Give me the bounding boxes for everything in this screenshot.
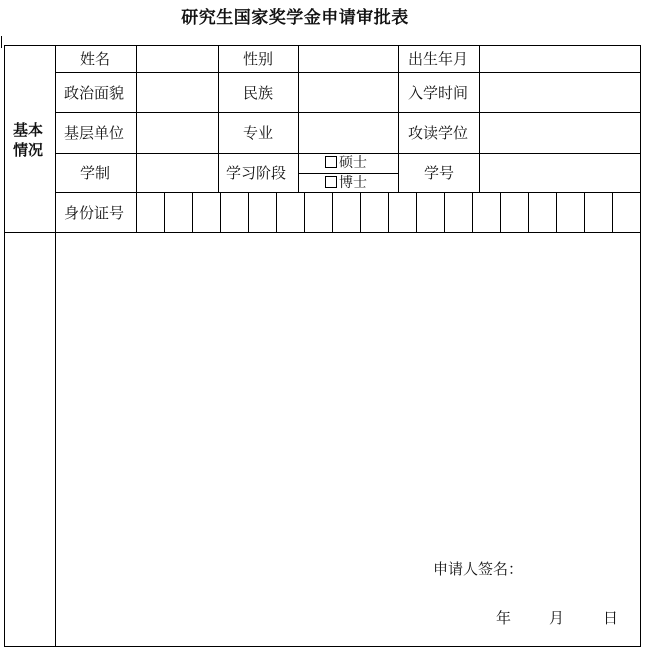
id-digit-divider — [276, 192, 277, 232]
id-digit-divider — [192, 192, 193, 232]
id-digit-divider — [528, 192, 529, 232]
label-stage: 学习阶段 — [226, 164, 287, 182]
grid-line — [136, 45, 137, 232]
label-student-id: 学号 — [424, 164, 455, 182]
id-digit-divider — [248, 192, 249, 232]
section-label-basic-info — [6, 120, 50, 160]
label-major: 专业 — [243, 124, 274, 142]
label-name: 姓名 — [80, 50, 111, 68]
id-digit-divider — [220, 192, 221, 232]
id-digit-divider — [500, 192, 501, 232]
grid-line — [398, 45, 399, 192]
id-digit-divider — [332, 192, 333, 232]
grid-line — [218, 45, 219, 192]
id-digit-divider — [360, 192, 361, 232]
stage-option-label: 博士 — [339, 175, 367, 191]
label-birth: 出生年月 — [408, 50, 469, 68]
section-label-line: 情况 — [12, 141, 43, 159]
grid-line — [4, 45, 5, 647]
grid-line — [298, 45, 299, 192]
grid-line — [55, 192, 641, 193]
label-id-number: 身份证号 — [64, 204, 125, 222]
id-digit-divider — [444, 192, 445, 232]
checkbox-icon[interactable] — [325, 156, 337, 168]
grid-line — [640, 45, 641, 647]
label-duration: 学制 — [80, 164, 111, 182]
grid-line — [479, 45, 480, 192]
margin-mark — [1, 36, 2, 48]
checkbox-icon[interactable] — [325, 176, 337, 188]
date-month: 月 — [549, 609, 565, 627]
label-unit: 基层单位 — [64, 124, 125, 142]
stage-option-doctor[interactable] — [325, 175, 367, 191]
id-digit-divider — [584, 192, 585, 232]
grid-line — [4, 232, 641, 233]
id-digit-divider — [304, 192, 305, 232]
stage-option-label: 硕士 — [339, 155, 367, 171]
id-digit-divider — [164, 192, 165, 232]
id-digit-divider — [472, 192, 473, 232]
grid-line — [55, 72, 641, 73]
grid-line — [4, 45, 641, 46]
signature-label: 申请人签名： — [433, 560, 524, 578]
id-digit-divider — [556, 192, 557, 232]
form-title: 研究生国家奖学金申请审批表 — [181, 8, 409, 28]
label-ethnicity: 民族 — [243, 84, 274, 102]
label-gender: 性别 — [243, 50, 274, 68]
label-enroll-time: 入学时间 — [408, 84, 469, 102]
date-year: 年 — [496, 609, 512, 627]
label-degree: 攻读学位 — [408, 124, 469, 142]
date-day: 日 — [603, 609, 619, 627]
grid-line — [4, 646, 641, 647]
section-label-line: 基本 — [12, 121, 43, 139]
id-digit-divider — [416, 192, 417, 232]
id-digit-divider — [388, 192, 389, 232]
grid-line — [55, 112, 641, 113]
id-digit-divider — [612, 192, 613, 232]
grid-line — [55, 45, 56, 647]
label-political: 政治面貌 — [64, 84, 125, 102]
grid-line — [298, 173, 398, 174]
grid-line — [55, 153, 641, 154]
stage-option-master[interactable] — [325, 155, 367, 171]
